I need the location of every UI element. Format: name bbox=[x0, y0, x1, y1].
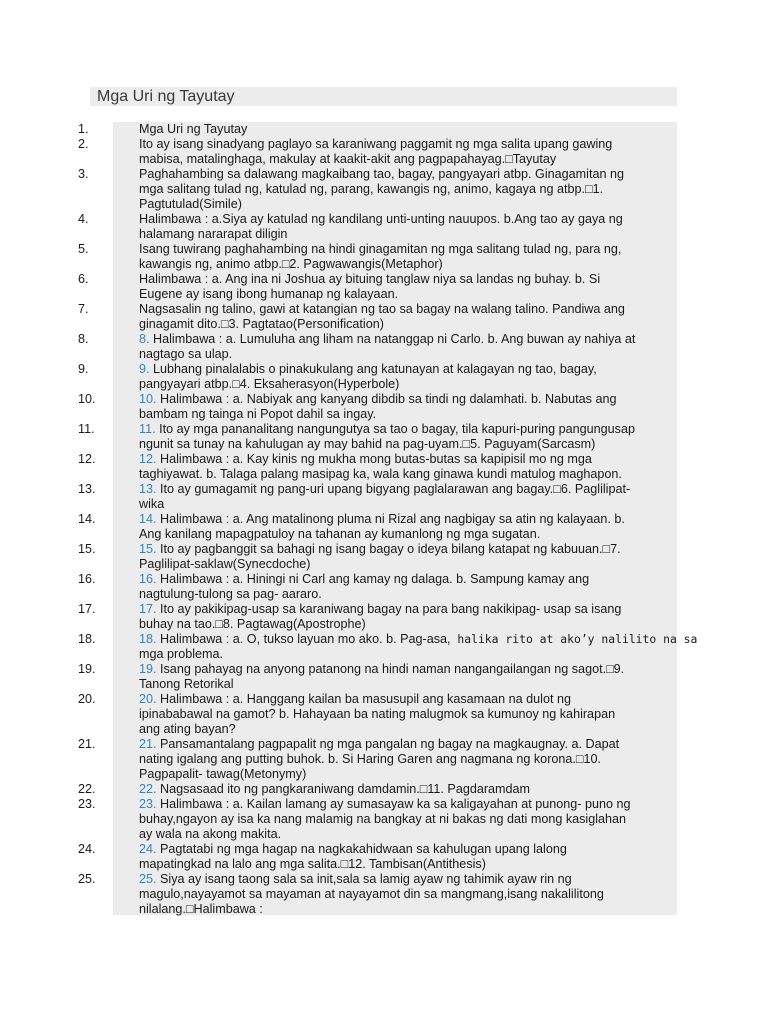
list-item-text: Halimbawa : a. Kay kinis ng mukha mong butas-butas sa kapipisil mo ng mga bbox=[156, 452, 592, 466]
list-item-text: Pagtatabi ng mga hagap na nagkakahidwaan sa kahulugan upang lalong bbox=[156, 842, 567, 856]
list-item-line bbox=[113, 392, 677, 407]
list-item-line bbox=[113, 227, 677, 242]
list-item-line bbox=[113, 557, 677, 572]
document-body bbox=[78, 122, 698, 916]
list-item-text: Lubhang pinalalabis o pinakukulang ang katunayan at kalagayan ng tao, bagay, bbox=[149, 362, 597, 376]
list-item-text: Paglilipat-saklaw(Synecdoche) bbox=[139, 557, 311, 571]
list-item-line bbox=[113, 902, 677, 917]
list-item bbox=[78, 797, 677, 842]
list-item-line bbox=[113, 422, 677, 437]
list-item-line bbox=[113, 812, 677, 827]
item-reference-number: 25. bbox=[139, 872, 157, 886]
list-item-line bbox=[113, 377, 677, 392]
list-item-line bbox=[113, 212, 677, 227]
item-reference-number: 12. bbox=[139, 452, 157, 466]
list-item bbox=[78, 422, 677, 452]
list-item bbox=[78, 332, 677, 362]
list-item-text: Pansamantalang pagpapalit ng mga pangalan ng bagay na magkaugnay. a. Dapat bbox=[156, 737, 620, 751]
list-item-number: 20. bbox=[78, 692, 96, 706]
item-reference-number: 21. bbox=[139, 737, 157, 751]
list-item-text: mabisa, matalinghaga, makulay at kaakit-akit ang pagpapahayag.□Tayutay bbox=[139, 152, 557, 166]
list-item-text: nating igalang ang putting buhok. b. Si Haring Garen ang nagmana ng korona.□10. bbox=[139, 752, 602, 766]
list-item bbox=[78, 212, 677, 242]
list-item-text: Paghahambing sa dalawang magkaibang tao, bagay, pangyayari atbp. Ginagamitan ng bbox=[139, 167, 624, 181]
list-item-text: Halimbawa : a. Hanggang kailan ba masusupil ang kasamaan na dulot ng bbox=[156, 692, 571, 706]
list-item-text-alt-font: halika rito at ako’y nalilito na sa bbox=[450, 632, 698, 646]
item-reference-number: 20. bbox=[139, 692, 157, 706]
list-item-number: 8. bbox=[78, 332, 89, 346]
list-item bbox=[78, 512, 677, 542]
page-title: Mga Uri ng Tayutay bbox=[97, 88, 235, 105]
list-item-number: 13. bbox=[78, 482, 96, 496]
list-item-line bbox=[113, 677, 677, 692]
list-item-text: Isang pahayag na anyong patanong na hindi naman nangangailangan ng sagot.□9. bbox=[156, 662, 625, 676]
numbered-list bbox=[78, 122, 698, 917]
list-item-number: 2. bbox=[78, 137, 89, 151]
list-item-line bbox=[113, 872, 677, 887]
list-item bbox=[78, 242, 677, 272]
list-item-text: Eugene ay isang ibong humanap ng kalayaan. bbox=[139, 287, 399, 301]
item-reference-number: 13. bbox=[139, 482, 157, 496]
list-item-text: nagtulung-tulong sa pag- aararo. bbox=[139, 587, 322, 601]
list-item-number: 12. bbox=[78, 452, 96, 466]
list-item-line bbox=[113, 692, 677, 707]
list-item-line bbox=[113, 332, 677, 347]
list-item-number: 15. bbox=[78, 542, 96, 556]
list-item bbox=[78, 692, 677, 737]
list-item bbox=[78, 602, 677, 632]
list-item-text: ang ating bayan? bbox=[139, 722, 236, 736]
list-item-line bbox=[113, 152, 677, 167]
list-item-text: Halimbawa : a. Ang ina ni Joshua ay bituing tanglaw niya sa landas ng buhay. b. Si bbox=[139, 272, 601, 286]
list-item-line bbox=[113, 632, 698, 647]
item-reference-number: 9. bbox=[139, 362, 150, 376]
list-item-text: Ang kanilang mapagpatuloy na tahanan ay kumanlong ng mga sugatan. bbox=[139, 527, 541, 541]
list-item-text: kawangis ng, animo atbp.□2. Pagwawangis(Metaphor) bbox=[139, 257, 443, 271]
list-item-number: 25. bbox=[78, 872, 96, 886]
list-item bbox=[78, 782, 677, 797]
list-item-text: Pagtutulad(Simile) bbox=[139, 197, 242, 211]
list-item bbox=[78, 272, 677, 302]
list-item-line bbox=[113, 722, 677, 737]
list-item bbox=[78, 122, 677, 137]
list-item-line bbox=[113, 572, 677, 587]
list-item-text: taghiyawat. b. Talaga palang masipag ka, wala kang ginawa kundi matulog maghapon. bbox=[139, 467, 622, 481]
item-reference-number: 23. bbox=[139, 797, 157, 811]
list-item-text: halamang nararapat diligin bbox=[139, 227, 288, 241]
list-item-line bbox=[113, 302, 677, 317]
list-item-text: nilalang.□Halimbawa : bbox=[139, 902, 263, 916]
list-item bbox=[78, 872, 677, 917]
list-item-text: ngunit sa tunay na kahulugan ay may bahid na pag-uyam.□5. Paguyam(Sarcasm) bbox=[139, 437, 596, 451]
list-item-text: Ito ay isang sinadyang paglayo sa karaniwang paggamit ng mga salita upang gawing bbox=[139, 137, 613, 151]
list-item-text: Mga Uri ng Tayutay bbox=[139, 122, 248, 136]
list-item-line bbox=[113, 242, 677, 257]
item-reference-number: 18. bbox=[139, 632, 157, 646]
item-reference-number: 14. bbox=[139, 512, 157, 526]
list-item bbox=[78, 167, 677, 212]
list-item-text: pangyayari atbp.□4. Eksaherasyon(Hyperbole) bbox=[139, 377, 400, 391]
list-item-number: 11. bbox=[78, 422, 95, 436]
list-item-number: 10. bbox=[78, 392, 96, 406]
list-item-line bbox=[113, 137, 677, 152]
list-item-line bbox=[113, 122, 677, 137]
list-item-text: mga salitang tulad ng, katulad ng, parang, kawangis ng, animo, kagaya ng atbp.□1. bbox=[139, 182, 604, 196]
list-item bbox=[78, 482, 677, 512]
list-item-line bbox=[113, 782, 677, 797]
list-item-line bbox=[113, 752, 677, 767]
list-item bbox=[78, 662, 677, 692]
list-item-number: 3. bbox=[78, 167, 89, 181]
list-item-text: Halimbawa : a. Kailan lamang ay sumasayaw ka sa kaligayahan at punong- puno ng bbox=[156, 797, 631, 811]
list-item-line bbox=[113, 407, 677, 422]
list-item bbox=[78, 572, 677, 602]
list-item-line bbox=[113, 542, 677, 557]
item-reference-number: 10. bbox=[139, 392, 157, 406]
item-reference-number: 24. bbox=[139, 842, 157, 856]
list-item bbox=[78, 362, 677, 392]
list-item-line bbox=[113, 167, 677, 182]
list-item-text: mapatingkad na lalo ang mga salita.□12. Tambisan(Antithesis) bbox=[139, 857, 486, 871]
list-item-line bbox=[113, 272, 677, 287]
list-item-number: 4. bbox=[78, 212, 89, 226]
list-item-text: magulo,nayayamot sa mayaman at nayayamot din sa mangmang,isang nakalilitong bbox=[139, 887, 604, 901]
list-item-text: Isang tuwirang paghahambing na hindi ginagamitan ng mga salitang tulad ng, para ng, bbox=[139, 242, 622, 256]
list-item-text: ipinababawal na gamot? b. Hahayaan ba nating malugmok sa kumunoy ng kahirapan bbox=[139, 707, 616, 721]
list-item-line bbox=[113, 197, 677, 212]
item-reference-number: 22. bbox=[139, 782, 157, 796]
list-item-number: 7. bbox=[78, 302, 89, 316]
list-item-number: 22. bbox=[78, 782, 96, 796]
list-item-line bbox=[113, 602, 677, 617]
list-item-line bbox=[113, 317, 677, 332]
list-item-text: Nagsasalin ng talino, gawi at katangian ng tao sa bagay na walang talino. Pandiwa ang bbox=[139, 302, 625, 316]
list-item-line bbox=[113, 617, 677, 632]
list-item-number: 16. bbox=[78, 572, 96, 586]
list-item-number: 24. bbox=[78, 842, 96, 856]
list-item-line bbox=[113, 887, 677, 902]
item-reference-number: 8. bbox=[139, 332, 150, 346]
list-item-line bbox=[113, 857, 677, 872]
item-reference-number: 15. bbox=[139, 542, 157, 556]
list-item-number: 19. bbox=[78, 662, 96, 676]
list-item-number: 1. bbox=[78, 122, 89, 136]
list-item-text: buhay,ngayon ay isa ka nang malamig na bangkay at ni bakas ng dati mong kasiglahan bbox=[139, 812, 627, 826]
list-item-text: Ito ay pakikipag-usap sa karaniwang bagay na para bang nakikipag- usap sa isang bbox=[156, 602, 622, 616]
list-item-text: wika bbox=[139, 497, 165, 511]
list-item-line bbox=[113, 287, 677, 302]
list-item-line bbox=[113, 842, 677, 857]
list-item-number: 9. bbox=[78, 362, 89, 376]
list-item bbox=[78, 302, 677, 332]
list-item-text: buhay na tao.□8. Pagtawag(Apostrophe) bbox=[139, 617, 366, 631]
list-item-line bbox=[113, 362, 677, 377]
list-item bbox=[78, 452, 677, 482]
list-item bbox=[78, 137, 677, 167]
list-item-text: Siya ay isang taong sala sa init,sala sa lamig ayaw ng tahimik ayaw rin ng bbox=[156, 872, 572, 886]
item-reference-number: 17. bbox=[139, 602, 157, 616]
list-item-text: mga problema. bbox=[139, 647, 223, 661]
list-item-text: Pagpapalit- tawag(Metonymy) bbox=[139, 767, 307, 781]
list-item-text: Ito ay mga pananalitang nangungutya sa tao o bagay, tila kapuri-puring pangungusap bbox=[155, 422, 635, 436]
title-bar bbox=[90, 87, 677, 106]
list-item-text: nagtago sa ulap. bbox=[139, 347, 233, 361]
list-item-text: ginagamit dito.□3. Pagtatao(Personification) bbox=[139, 317, 384, 331]
list-item-text: Nagsasaad ito ng pangkaraniwang damdamin.□11. Pagdaramdam bbox=[156, 782, 531, 796]
list-item-line bbox=[113, 827, 677, 842]
list-item-text: Halimbawa : a.Siya ay katulad ng kandilang unti-unting nauupos. b.Ang tao ay gaya ng bbox=[139, 212, 623, 226]
list-item-text: Halimbawa : a. O, tukso layuan mo ako. b. Pag-asa, bbox=[156, 632, 451, 646]
list-item-text: bambam ng tainga ni Popot dahil sa ingay. bbox=[139, 407, 377, 421]
list-item bbox=[78, 737, 677, 782]
list-item-text: Ito ay gumagamit ng pang-uri upang bigyang paglalarawan ang bagay.□6. Paglilipat- bbox=[156, 482, 631, 496]
list-item-number: 5. bbox=[78, 242, 89, 256]
item-reference-number: 11. bbox=[139, 422, 156, 436]
list-item-number: 6. bbox=[78, 272, 89, 286]
list-item bbox=[78, 392, 677, 422]
list-item-line bbox=[113, 497, 677, 512]
list-item-line bbox=[113, 797, 677, 812]
list-item bbox=[78, 842, 677, 872]
list-item-text: ay wala na akong makita. bbox=[139, 827, 282, 841]
list-item-number: 21. bbox=[78, 737, 96, 751]
list-item-line bbox=[113, 662, 677, 677]
list-item-text: Ito ay pagbanggit sa bahagi ng isang bagay o ideya bilang katapat ng kabuuan.□7. bbox=[156, 542, 621, 556]
item-reference-number: 16. bbox=[139, 572, 157, 586]
list-item-number: 14. bbox=[78, 512, 96, 526]
list-item-text: Tanong Retorikal bbox=[139, 677, 234, 691]
list-item-line bbox=[113, 437, 677, 452]
item-reference-number: 19. bbox=[139, 662, 157, 676]
list-item-number: 23. bbox=[78, 797, 96, 811]
list-item-line bbox=[113, 467, 677, 482]
list-item-text: Halimbawa : a. Hiningi ni Carl ang kamay ng dalaga. b. Sampung kamay ang bbox=[156, 572, 590, 586]
list-item bbox=[78, 542, 677, 572]
list-item-line bbox=[113, 257, 677, 272]
list-item-number: 18. bbox=[78, 632, 96, 646]
list-item-line bbox=[113, 527, 677, 542]
list-item-number: 17. bbox=[78, 602, 96, 616]
list-item bbox=[78, 632, 698, 662]
list-item-line bbox=[113, 347, 677, 362]
list-item-line bbox=[113, 452, 677, 467]
list-item-line bbox=[113, 587, 677, 602]
list-item-text: Halimbawa : a. Nabiyak ang kanyang dibdib sa tindi ng dalamhati. b. Nabutas ang bbox=[156, 392, 617, 406]
list-item-text: Halimbawa : a. Lumuluha ang liham na natanggap ni Carlo. b. Ang buwan ay nahiya at bbox=[149, 332, 636, 346]
list-item-line bbox=[113, 482, 677, 497]
list-item-line bbox=[113, 512, 677, 527]
list-item-line bbox=[113, 647, 677, 662]
list-item-line bbox=[113, 182, 677, 197]
list-item-line bbox=[113, 737, 677, 752]
list-item-line bbox=[113, 767, 677, 782]
list-item-text: Halimbawa : a. Ang matalinong pluma ni Rizal ang nagbigay sa atin ng kalayaan. b. bbox=[156, 512, 625, 526]
list-item-line bbox=[113, 707, 677, 722]
